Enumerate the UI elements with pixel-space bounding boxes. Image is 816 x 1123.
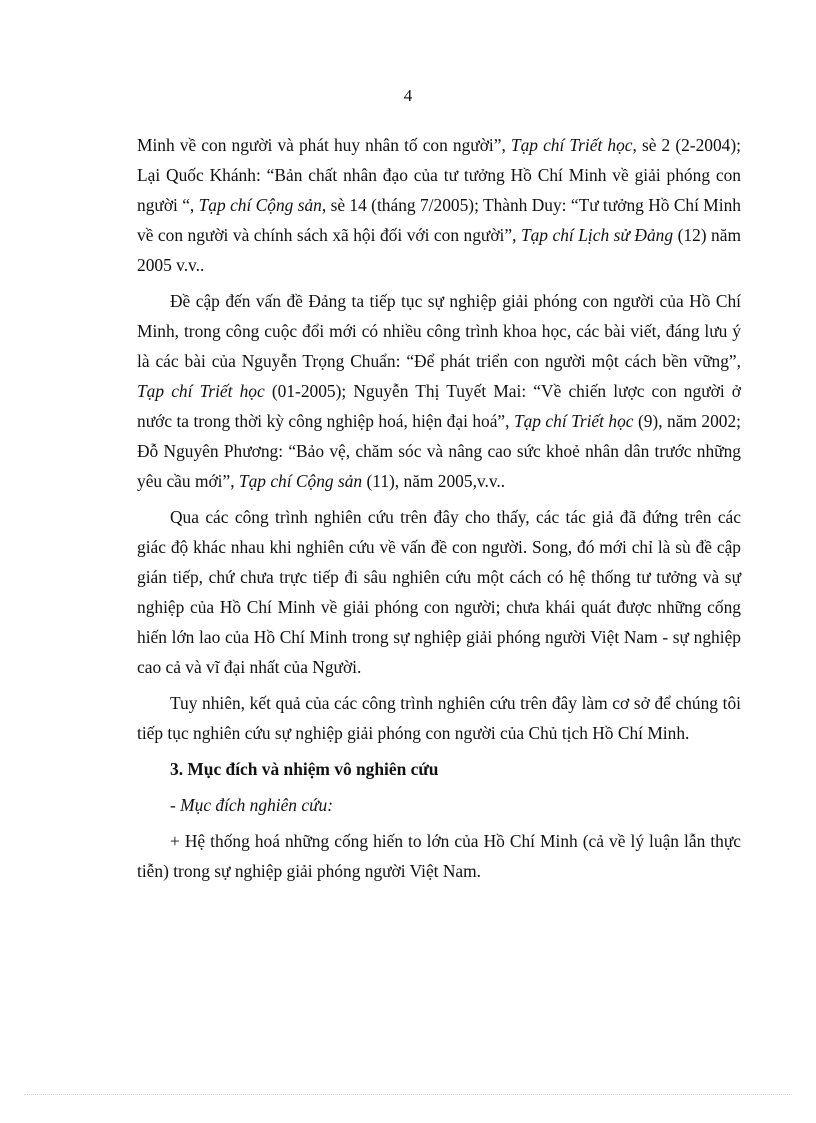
journal-title: Tạp chí Cộng sản xyxy=(198,195,322,215)
text-segment: , sè 14 (tháng 7/2005); Thành Duy: “Tư tưởng Hồ Chí Minh về con người và chính sách xã hội đối với con người”, xyxy=(137,195,741,245)
journal-title: Tạp chí Triết học xyxy=(510,135,633,155)
text-segment: Qua các công trình nghiên cứu trên đây cho thấy, các tác giả đã đứng trên các giác độ khác nhau khi nghiên cứu về vấn đề con người. Song, đó mới chỉ là sù đề cập gián tiếp, chứ chưa trực tiếp đi sâu nghiên cứu một cách có hệ thống tư tưởng và sự nghiệp của Hồ Chí Minh về giải phóng con người; chưa khái quát được những cống hiến lớn lao của Hồ Chí Minh trong sự nghiệp giải phóng người Việt Nam - sự nghiệp cao cả và vĩ đại nhất của Người. xyxy=(137,507,741,677)
text-segment: (01-2005); Nguyễn Thị Tuyết Mai: “Về chiến lược con người ở nước ta trong thời kỳ công nghiệp hoá, hiện đại hoá”, xyxy=(137,381,741,431)
text-segment: , sè 2 (2-2004); Lại Quốc Khánh: “Bản chất nhân đạo của tư tưởng Hồ Chí Minh về giải phóng con người “, xyxy=(137,135,742,215)
journal-title: Tạp chí Triết học xyxy=(513,411,634,431)
paragraph-p3 xyxy=(137,502,741,682)
section-heading: 3. Mục đích và nhiệm vô nghiên cứu xyxy=(170,759,439,779)
journal-title: Tạp chí Lịch sử Đảng xyxy=(520,225,674,245)
text-segment: Đề cập đến vấn đề Đảng ta tiếp tục sự nghiệp giải phóng con người của Hồ Chí Minh, trong công cuộc đổi mới có nhiều công trình khoa học, các bài viết, đáng lưu ý là các bài của Nguyễn Trọng Chuẩn: “Để phát triển con người một cách bền vững”, xyxy=(137,291,741,371)
text-segment: (11), năm 2005,v.v.. xyxy=(362,471,506,491)
text-segment: (9), năm 2002; Đỗ Nguyên Phương: “Bảo vệ, chăm sóc và nâng cao sức khoẻ nhân dân trước những yêu cầu mới”, xyxy=(137,411,741,491)
section-subheading: - Mục đích nghiên cứu: xyxy=(170,795,334,815)
text-segment: Minh về con người và phát huy nhân tố con người”, xyxy=(137,135,511,155)
paragraph-p1 xyxy=(137,130,741,280)
page-footer-divider xyxy=(24,1094,792,1095)
text-segment: (12) năm 2005 v.v.. xyxy=(137,225,741,275)
paragraph-p4 xyxy=(137,688,741,748)
paragraph-list xyxy=(137,130,741,748)
text-segment: Tuy nhiên, kết quả của các công trình nghiên cứu trên đây làm cơ sở để chúng tôi tiếp tục nghiên cứu sự nghiệp giải phóng con người của Chủ tịch Hồ Chí Minh. xyxy=(137,693,741,743)
paragraph-p2 xyxy=(137,286,741,496)
body-text xyxy=(137,130,741,892)
paragraph-last: + Hệ thống hoá những cống hiến to lớn của Hồ Chí Minh (cả về lý luận lẫn thực tiễn) trong sự nghiệp giải phóng người Việt Nam. xyxy=(137,831,741,881)
journal-title: Tạp chí Cộng sản xyxy=(238,471,363,491)
page-number: 4 xyxy=(403,86,413,105)
journal-title: Tạp chí Triết học xyxy=(137,381,265,401)
